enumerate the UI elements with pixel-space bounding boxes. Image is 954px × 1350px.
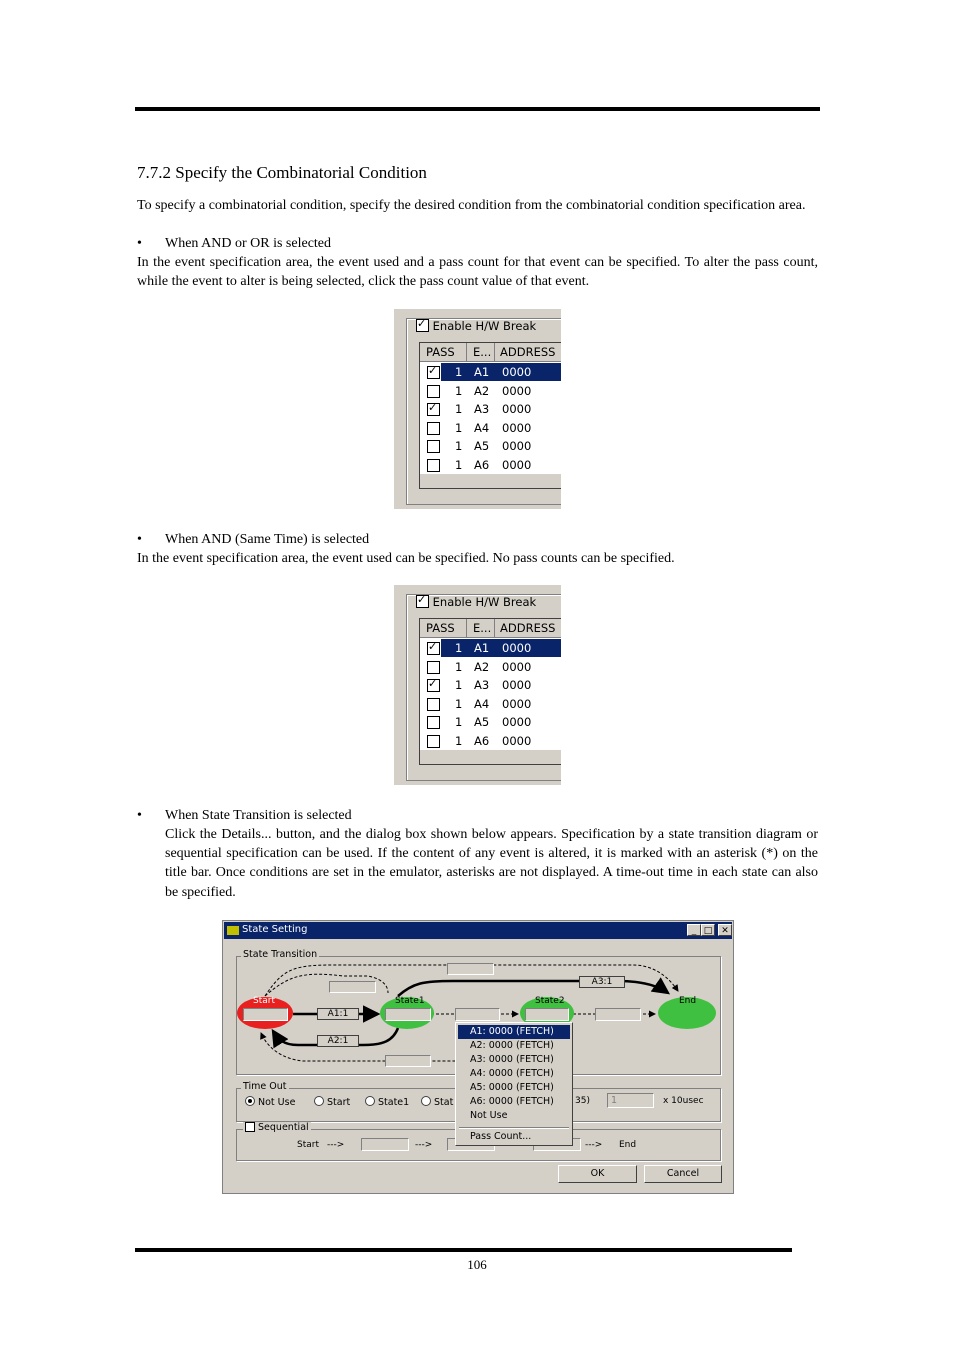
state1-label: State1 xyxy=(395,996,425,1006)
menu-item-a6[interactable]: A6: 0000 (FETCH) xyxy=(470,1096,554,1107)
seq-box-1[interactable] xyxy=(361,1138,409,1151)
state-setting-dialog xyxy=(222,920,734,1194)
pass-count[interactable]: 1 xyxy=(455,402,463,417)
col-event[interactable]: E... xyxy=(473,345,492,359)
checkbox-icon[interactable] xyxy=(427,385,440,398)
enable-hw-break[interactable] xyxy=(416,595,536,609)
event-row[interactable] xyxy=(420,419,561,437)
seq-arrow: ---> xyxy=(585,1140,603,1150)
event-list[interactable] xyxy=(419,618,561,765)
menu-item-a1[interactable]: A1: 0000 (FETCH) xyxy=(458,1025,570,1039)
column-divider[interactable] xyxy=(494,619,495,637)
tag-a2[interactable]: A2:1 xyxy=(317,1035,359,1047)
radio-label: Start xyxy=(327,1097,351,1108)
maximize-button[interactable]: □ xyxy=(701,924,715,936)
menu-item-a4[interactable]: A4: 0000 (FETCH) xyxy=(470,1068,554,1079)
seq-start-label: Start xyxy=(297,1140,319,1150)
col-pass[interactable]: PASS xyxy=(426,345,455,359)
bullet-mark: • xyxy=(137,236,142,251)
event-address: 0000 xyxy=(502,458,532,472)
seq-end-label: End xyxy=(619,1140,637,1150)
event-row[interactable] xyxy=(420,400,561,418)
start-event-box[interactable] xyxy=(243,1008,288,1021)
event-name: A2 xyxy=(474,659,490,674)
bullet-mark: • xyxy=(137,808,142,823)
transition-state1-end xyxy=(398,981,668,996)
menu-item-a5[interactable]: A5: 0000 (FETCH) xyxy=(470,1082,554,1093)
event-address: 0000 xyxy=(502,641,532,655)
column-divider[interactable] xyxy=(494,343,495,361)
radio-label: Not Use xyxy=(258,1097,296,1108)
event-name: A2 xyxy=(474,383,490,398)
event-panel-and-or xyxy=(394,309,561,509)
timeout-not-use-radio[interactable] xyxy=(245,1096,295,1108)
section-heading: 7.7.2 Specify the Combinatorial Condition xyxy=(137,163,427,182)
event-address: 0000 xyxy=(502,734,532,748)
event-name: A1 xyxy=(474,365,490,379)
dialog-title: State Setting xyxy=(242,924,308,935)
event-row[interactable] xyxy=(420,713,561,731)
menu-item-pass-count[interactable]: Pass Count... xyxy=(470,1131,532,1142)
timeout-state1-radio[interactable] xyxy=(365,1096,409,1108)
tag-a1[interactable]: A1:1 xyxy=(317,1008,359,1020)
radio-label: State1 xyxy=(378,1097,410,1108)
pass-count: 1 xyxy=(455,659,463,674)
sequential-checkbox[interactable] xyxy=(243,1122,311,1133)
checkbox-icon[interactable] xyxy=(416,319,429,332)
timeout-legend: Time Out xyxy=(243,1081,287,1092)
event-name: A6 xyxy=(474,734,490,748)
enable-label: Enable H/W Break xyxy=(432,595,537,609)
event-name: A4 xyxy=(474,696,490,711)
event-row[interactable] xyxy=(420,639,561,657)
bullet-label: When AND or OR is selected xyxy=(165,236,332,251)
header-rule xyxy=(135,107,820,111)
menu-separator xyxy=(459,1127,569,1129)
close-button[interactable]: ✕ xyxy=(718,924,732,936)
pass-count[interactable]: 1 xyxy=(455,458,463,472)
and-same-time-paragraph: In the event specification area, the event used can be specified. No pass counts can be specified. xyxy=(137,551,675,566)
menu-item-not-use[interactable]: Not Use xyxy=(470,1110,508,1121)
seq-arrow: ---> xyxy=(327,1140,345,1150)
minimize-button[interactable]: _ xyxy=(687,924,701,936)
checkbox-icon[interactable] xyxy=(427,403,440,416)
checkbox-icon[interactable] xyxy=(427,698,440,711)
event-address: 0000 xyxy=(502,365,532,379)
pass-count[interactable]: 1 xyxy=(455,365,463,379)
event-row[interactable] xyxy=(420,363,561,381)
start-state1-alt-event-box[interactable] xyxy=(329,981,376,993)
state2-start-event-box[interactable] xyxy=(385,1055,431,1067)
pass-count: 1 xyxy=(455,696,463,711)
start-end-event-box[interactable] xyxy=(447,963,494,975)
event-row[interactable] xyxy=(420,437,561,455)
event-address: 0000 xyxy=(502,678,532,693)
event-name: A4 xyxy=(474,420,490,435)
event-name: A6 xyxy=(474,458,490,472)
radio-icon[interactable] xyxy=(421,1096,431,1106)
checkbox-icon[interactable] xyxy=(427,440,440,453)
event-name: A1 xyxy=(474,641,490,655)
pass-count: 1 xyxy=(455,715,463,730)
menu-item-a2[interactable]: A2: 0000 (FETCH) xyxy=(470,1040,554,1051)
radio-label: Stat xyxy=(434,1097,454,1108)
event-name: A5 xyxy=(474,439,490,454)
intro-paragraph: To specify a combinatorial condition, specify the desired condition from the combinatorial condition specification area. xyxy=(137,198,806,213)
event-row[interactable] xyxy=(420,456,561,474)
pass-count[interactable]: 1 xyxy=(455,420,463,435)
event-name: A3 xyxy=(474,402,490,417)
event-row[interactable] xyxy=(420,676,561,694)
checkbox-icon[interactable] xyxy=(245,1122,255,1132)
event-address: 0000 xyxy=(502,715,532,730)
event-row[interactable] xyxy=(420,382,561,400)
cancel-button[interactable]: Cancel xyxy=(644,1165,722,1183)
state2-end-event-box[interactable] xyxy=(595,1008,641,1021)
bullet-mark: • xyxy=(137,532,142,547)
enable-label: Enable H/W Break xyxy=(432,319,537,333)
col-event[interactable]: E... xyxy=(473,621,492,635)
checkbox-icon[interactable] xyxy=(427,459,440,472)
column-divider[interactable] xyxy=(466,343,467,361)
menu-item-a3[interactable]: A3: 0000 (FETCH) xyxy=(470,1054,554,1065)
state2-event-box[interactable] xyxy=(525,1008,569,1021)
event-row[interactable] xyxy=(420,658,561,676)
horizontal-scrollbar[interactable] xyxy=(420,473,561,488)
timeout-value-input[interactable]: 1 xyxy=(607,1093,654,1108)
page-number: 106 xyxy=(467,1257,487,1272)
event-name: A3 xyxy=(474,678,490,693)
state1-event-box[interactable] xyxy=(385,1008,431,1021)
list-header xyxy=(420,343,561,362)
event-address: 0000 xyxy=(502,439,532,454)
footer-rule xyxy=(135,1248,792,1252)
event-context-menu xyxy=(455,1022,573,1146)
event-address: 0000 xyxy=(502,402,532,417)
checkbox-icon[interactable] xyxy=(427,642,440,655)
state-transition-legend: State Transition xyxy=(243,949,318,960)
event-name: A5 xyxy=(474,715,490,730)
col-address[interactable]: ADDRESS xyxy=(500,621,556,635)
checkbox-icon[interactable] xyxy=(427,735,440,748)
event-row[interactable] xyxy=(420,732,561,750)
timeout-state2-radio[interactable] xyxy=(421,1096,453,1108)
event-address: 0000 xyxy=(502,383,532,398)
checkbox-icon[interactable] xyxy=(427,661,440,674)
pass-count[interactable]: 1 xyxy=(455,383,463,398)
pass-count[interactable]: 1 xyxy=(455,439,463,454)
state2-label: State2 xyxy=(535,996,565,1006)
list-header xyxy=(420,619,561,638)
checkbox-icon[interactable] xyxy=(427,679,440,692)
radio-icon[interactable] xyxy=(245,1096,255,1106)
enable-hw-break[interactable] xyxy=(416,319,536,333)
start-state-label: Start xyxy=(253,996,275,1006)
pass-count: 1 xyxy=(455,734,463,748)
event-address: 0000 xyxy=(502,696,532,711)
bullet-label: When State Transition is selected xyxy=(165,808,352,823)
checkbox-icon[interactable] xyxy=(427,716,440,729)
and-or-paragraph: In the event specification area, the event used and a pass count for that event can be specified. To alter the pass count, while the event to alter is being selected, click the pass count value of that event. xyxy=(137,255,818,290)
tag-a3[interactable]: A3:1 xyxy=(579,976,625,988)
ok-button[interactable]: OK xyxy=(558,1165,637,1183)
col-pass[interactable]: PASS xyxy=(426,621,455,635)
radio-icon[interactable] xyxy=(365,1096,375,1106)
radio-icon[interactable] xyxy=(314,1096,324,1106)
event-row[interactable] xyxy=(420,695,561,713)
checkbox-icon[interactable] xyxy=(427,366,440,379)
state-transition-paragraph: Click the Details... button, and the dialog box shown below appears. Specification by a state transition diagram or sequential specification can be used. If the content of any event is altered, it is marked with an asterisk (*) on the title bar. Once conditions are set in the emulator, asterisks are not displayed. A time-out time in each state can also be specified. xyxy=(165,827,818,900)
timeout-unit: x 10usec xyxy=(663,1096,704,1106)
event-list[interactable] xyxy=(419,342,561,489)
pass-count: 1 xyxy=(455,641,463,655)
state1-state2-event-box[interactable] xyxy=(455,1008,500,1021)
horizontal-scrollbar[interactable] xyxy=(420,749,561,764)
bullet-label: When AND (Same Time) is selected xyxy=(165,532,370,547)
checkbox-icon[interactable] xyxy=(427,422,440,435)
checkbox-icon[interactable] xyxy=(416,595,429,608)
end-state-label: End xyxy=(679,996,697,1006)
pass-count: 1 xyxy=(455,678,463,693)
timeout-start-radio[interactable] xyxy=(314,1096,350,1108)
event-address: 0000 xyxy=(502,420,532,435)
event-panel-same-time xyxy=(394,585,561,785)
column-divider[interactable] xyxy=(466,619,467,637)
seq-arrow: ---> xyxy=(415,1140,433,1150)
event-address: 0000 xyxy=(502,659,532,674)
sequential-label: Sequential xyxy=(258,1122,309,1133)
timeout-range: 35) xyxy=(575,1096,590,1106)
col-address[interactable]: ADDRESS xyxy=(500,345,556,359)
